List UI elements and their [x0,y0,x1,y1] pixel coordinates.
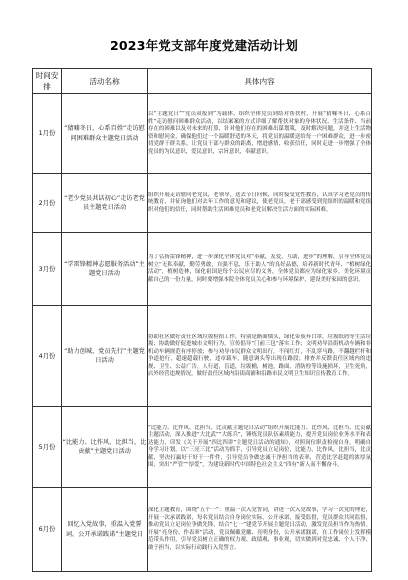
row-month: 6月份 [33,488,62,572]
table-row [33,94,372,174]
row-month: 1月份 [33,94,62,174]
row-activity-name: “老少党员共话初心”走访老党员主题党日活动 [62,174,148,233]
table-row [33,233,372,306]
row-activity-name: 回忆入党故事，重温入党誓词，公开承诺践诺”主题党日 [62,488,148,572]
row-content-text: 以“主题党日”“党员双报到”为载体，组织全体党员到结对帮扶村，开展“猜嘘冬日，心系百姓”走访慰问困难群众活动，以结案案的方式详细了解帮扶对象的身体状况、生活条件、当前存在的困难以及对未来的打算，针对他们存在的困难出谋划策，及时解决问题，并送上生活物资和慰问金，确保他们过一个温暖舒适的冬天，将党员的温暖送给每一户困难群众，进一步密切党群干群关系，让党员干部与群众的距离，增进感情，收获信任，同时走进一步增强了全体党员的为民意识，爱民意识，宗旨意识，奉献意识。 [148,111,371,155]
activity-plan-table [32,68,372,572]
table-header-row [33,69,372,94]
row-month: 4月份 [33,306,62,407]
row-activity-name: “助力创城，党员先行”主题党日活动 [62,306,148,407]
document-title: 2023年党支部年度党建活动计划 [110,38,298,53]
row-month: 2月份 [33,174,62,233]
row-content-text: 为了弘扬雷锋精神，进一步深化全体党员对“奉献，友爱，互助，进步”的理解，引导全体党员树立“无私奉献，勤劳勇敢，自强不息，乐于助人”的良好品德，培养新时代青年，“植树绿化活动”，植树造林，绿化祖国是每个公民应尽的义务，全体党员都应为绿化家乡，美化环境贡献自己的一份力量，同时要增强本院全体党员关心和参与环境保护，建设美好家园的意识。 [148,254,371,283]
row-content [148,488,372,572]
row-content-text: 组织开展走访慰问老党员，老领导，送去节日问候，同时接受党性教育，认真学习老党员的传统教育，并征询他们对去年工作的意见和建议，使老党员，老干部感受到党组织的温暖和党组织对他们的信任，同时帮助生活困难党员和老党员解决生活方面的实际困难。 [148,191,371,213]
row-content [148,233,372,306]
table-row [33,174,372,233]
header-activity: 活动名称 [62,69,148,94]
row-activity-name: “学雷锋精神志愿服务活动”主题党日活动 [62,233,148,306]
row-month: 3月份 [33,233,62,306]
header-time: 时间安排 [33,69,62,94]
table-row [33,306,372,407]
row-content-text: “比能力、比作风、比担当、比贡献主题党日活动”组织开展比能力、比作风、比担当、比贡献主题活动，深入推进“大比武”“大练兵”，锤炼党员队伍素质能力，提升党员岗位业务水平和表达能力，印发《关于开展“四比四讲”主题党日活动的通知》，对照岗位职责检视自身，明确自身学习计划，以“三亮三比”活动为抓手，引导党员立足岗位，比能力，比作风，比担当，比贡献，坚决打赢好干好干一件件，引导党员争做忠诚干净担当的表率，营造比学赶超的浓厚氛围，突出“严管”“厚爱”，为建设新时代中国特色社会主义“四有”新人而不懈奋斗。 [148,424,371,468]
row-content [148,94,372,174]
header-content: 具体内容 [148,69,372,94]
row-content-text: 协助社区做好责任区域垃圾检拾工作，特别是路面烟头，绿化带废弃口罩，垃圾纸屑等生活垃圾；协助做好促进城市文明行为，宣传倡导“门前三包”落实工作；文明劝导沿街机动车辆和非机动车辆规范有序停放；参与劝导市民群众文明出行，不闯红灯，不乱穿马路，不翻越栏杆和争道抢行，超速超载行驶，违章载车，随意调头等出现在路段；排查并反馈责任区域内的违规、卫生、公益广告，人行道，盲道，垃圾桶，树池，路面，消防栓等设施损坏，卫生死角，店外经营违规情况，做好责任区域内沿街商铺和沿路市民文明卫生知识宣传教育工作。 [148,333,371,377]
row-content [148,306,372,407]
row-month: 5月份 [33,407,62,488]
row-activity-name: “猜嘘冬日，心系百姓”走访慰问困难群众主题党日活动 [62,94,148,174]
table-row [33,407,372,488]
row-activity-name: “比能力、比作风、比担当，比贡献”主题党日活动 [62,407,148,488]
table-row [33,488,372,572]
row-content [148,407,372,488]
row-content-text: 深化主题教育，围绕“五个一”：重温一次入党誓词，讲述一次入党故事，学习一次党的理论，开展一次承诺践诺，每名党员结合自身岗位实际，公开承诺，接受监督，党员群众共同监督，推动党员立足岗位争做先锋，结合“七一”建党节开展主题党日活动，激发党员担当作为热情。开展“亮身份、作表率”活动，党员佩戴党徽、亮明身份，公开承诺践诺，在工作岗位上发挥模范带头作用，引导党员树立正确的权力观、政绩观、事业观，切实做到对党忠诚、个人干净、敢于担当，以实际行动践行入党誓言。 [148,507,371,551]
row-content [148,174,372,233]
